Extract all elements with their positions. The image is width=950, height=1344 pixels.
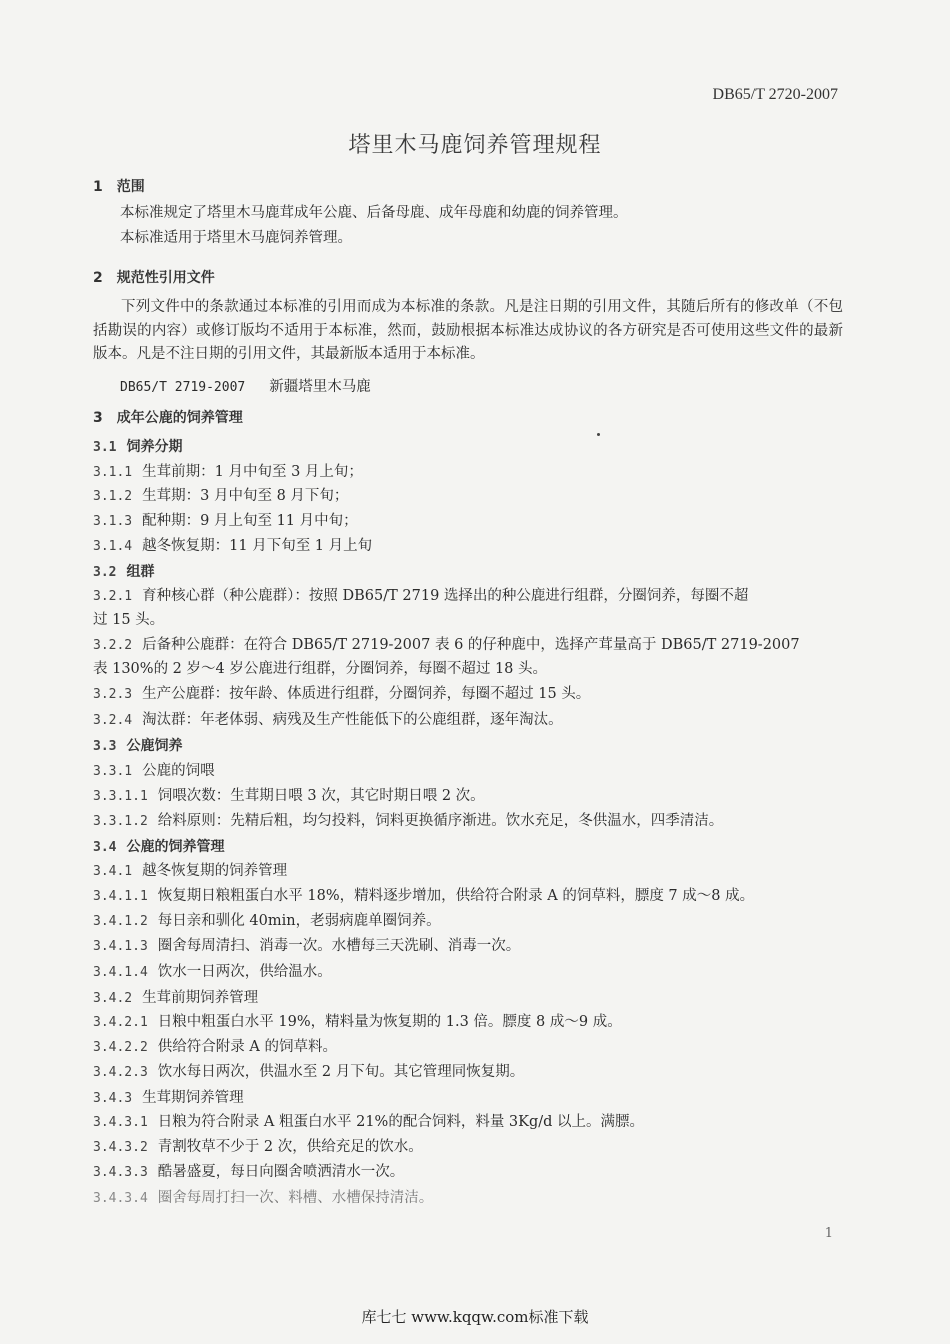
clause-3-2-3 <box>93 683 590 706</box>
clause-number: 3.1.1 <box>93 465 133 480</box>
clause-text: 圈舍每周清扫、消毒一次。水槽每三天洗刷、消毒一次。 <box>157 938 521 954</box>
clause-3-3-1-1 <box>93 785 485 808</box>
clause-number: 3.2.3 <box>93 687 133 702</box>
clause-number: 3.4.3.1 <box>93 1115 148 1130</box>
clause-3-4-1 <box>93 860 287 883</box>
section-number: 3.4 <box>93 840 117 855</box>
section-number: 3 <box>93 410 103 426</box>
clause-3-4-3-3 <box>93 1161 404 1184</box>
page-number: 1 <box>824 1226 833 1241</box>
section-title: 成年公鹿的饲养管理 <box>116 410 243 426</box>
clause-number: 3.4.3.3 <box>93 1165 148 1180</box>
clause-3-4-2-3 <box>93 1061 524 1084</box>
clause-text: 生茸期饲养管理 <box>142 1090 244 1106</box>
clause-text: 淘汰群：年老体弱、病残及生产性能低下的公鹿组群，逐年淘汰。 <box>142 712 563 728</box>
clause-3-4-3-2 <box>93 1136 423 1159</box>
section-3-1-heading <box>93 436 182 459</box>
section-number: 3.1 <box>93 440 117 455</box>
section-1-heading <box>93 176 145 198</box>
clause-text: 青割牧草不少于 2 次，供给充足的饮水。 <box>157 1139 423 1155</box>
clause-3-4-1-4 <box>93 961 332 984</box>
section-number: 2 <box>93 270 103 286</box>
clause-3-4-2-2 <box>93 1036 337 1059</box>
clause-number: 3.2.1 <box>93 589 133 604</box>
clause-3-4-1-2 <box>93 910 441 933</box>
clause-number: 3.4.3 <box>93 1091 133 1106</box>
clause-text: 每日亲和驯化 40min，老弱病鹿单圈饲养。 <box>157 913 441 929</box>
section-number: 1 <box>93 179 103 195</box>
clause-text: 供给符合附录 A 的饲草料。 <box>157 1039 337 1055</box>
clause-number: 3.3.1 <box>93 764 133 779</box>
clause-3-1-3 <box>93 510 358 533</box>
clause-3-1-4 <box>93 535 372 558</box>
clause-text: 生茸期：3 月中旬至 8 月下旬； <box>142 488 349 504</box>
clause-text: 恢复期日粮粗蛋白水平 18%，精料逐步增加，供给符合附录 A 的饲草料，膘度 7 成～8 成。 <box>157 888 755 904</box>
clause-number: 3.4.1.4 <box>93 965 148 980</box>
clause-number: 3.4.3.2 <box>93 1140 148 1155</box>
clause-3-3-1-2 <box>93 810 723 833</box>
clause-text: 生产公鹿群：按年龄、体质进行组群，分圈饲养，每圈不超过 15 头。 <box>142 686 591 702</box>
clause-number: 3.4.2.2 <box>93 1040 148 1055</box>
clause-text: 育种核心群（种公鹿群）：按照 DB65/T 2719 选择出的种公鹿进行组群，分圈饲养，每圈不超 <box>142 588 749 604</box>
section-3-4-heading <box>93 836 224 859</box>
reference-code: DB65/T 2719-2007 <box>120 380 246 395</box>
references-paragraph: 下列文件中的条款通过本标准的引用而成为本标准的条款。凡是注日期的引用文件，其随后所有的修改单（不包括勘误的内容）或修订版均不适用于本标准，然而，鼓励根据本标准达成协议的各方研究是否可使用这些文件的最新版本。凡是不注日期的引用文件，其最新版本适用于本标准。 <box>93 299 843 362</box>
scope-paragraph-1: 本标准规定了塔里木马鹿茸成年公鹿、后备母鹿、成年母鹿和幼鹿的饲养管理。 <box>120 205 628 221</box>
clause-text: 配种期：9 月上旬至 11 月中旬； <box>142 513 358 529</box>
clause-3-4-1-1 <box>93 885 754 908</box>
clause-number: 3.4.3.4 <box>93 1191 148 1206</box>
clause-3-1-2 <box>93 485 348 508</box>
section-2-heading <box>93 267 215 289</box>
clause-text: 公鹿的饲喂 <box>142 763 215 779</box>
section-title: 组群 <box>126 564 155 580</box>
clause-number: 3.4.1 <box>93 864 133 879</box>
clause-3-2-1-continued: 过 15 头。 <box>93 612 165 628</box>
clause-text: 饮水每日两次，供温水至 2 月下旬。其它管理同恢复期。 <box>157 1064 525 1080</box>
section-title: 范围 <box>116 179 145 195</box>
clause-3-2-1 <box>93 585 748 608</box>
clause-text: 给料原则：先精后粗，均匀投料，饲料更换循序渐进。饮水充足，冬供温水，四季清洁。 <box>157 813 724 829</box>
clause-number: 3.2.4 <box>93 713 133 728</box>
clause-3-4-3-4 <box>93 1187 433 1210</box>
clause-3-1-1 <box>93 461 363 484</box>
document-id: DB65/T 2720-2007 <box>712 86 838 103</box>
clause-text: 日粮为符合附录 A 粗蛋白水平 21%的配合饲料，料量 3Kg/d 以上。满膘。 <box>157 1114 645 1130</box>
section-title: 公鹿的饲养管理 <box>126 839 225 855</box>
clause-number: 3.4.2.1 <box>93 1015 148 1030</box>
clause-number: 3.3.1.1 <box>93 789 148 804</box>
clause-3-2-4 <box>93 709 563 732</box>
clause-number: 3.3.1.2 <box>93 814 148 829</box>
clause-3-3-1 <box>93 760 215 783</box>
reference-item <box>120 376 371 399</box>
clause-number: 3.4.1.3 <box>93 939 148 954</box>
clause-number: 3.1.3 <box>93 514 133 529</box>
clause-3-2-2 <box>93 634 800 657</box>
clause-3-2-2-continued: 表 130%的 2 岁～4 岁公鹿进行组群，分圈饲养，每圈不超过 18 头。 <box>93 661 548 677</box>
clause-3-4-1-3 <box>93 935 520 958</box>
footer-watermark: 库七七 www.kqqw.com标准下载 <box>361 1308 589 1326</box>
section-number: 3.2 <box>93 565 117 580</box>
clause-text: 越冬恢复期：11 月下旬至 1 月上旬 <box>142 538 373 554</box>
section-3-2-heading <box>93 561 154 584</box>
clause-text: 生茸前期饲养管理 <box>142 990 259 1006</box>
clause-text: 后备种公鹿群：在符合 DB65/T 2719-2007 表 6 的仔种鹿中，选择产茸量高于 DB65/T 2719-2007 <box>142 637 800 653</box>
clause-text: 饲喂次数：生茸期日喂 3 次，其它时期日喂 2 次。 <box>157 788 485 804</box>
section-title: 公鹿饲养 <box>126 738 183 754</box>
clause-number: 3.4.1.2 <box>93 914 148 929</box>
clause-number: 3.4.2.3 <box>93 1065 148 1080</box>
clause-text: 饮水一日两次，供给温水。 <box>157 964 332 980</box>
clause-3-4-3-1 <box>93 1111 644 1134</box>
clause-text: 圈舍每周打扫一次、料槽、水槽保持清洁。 <box>157 1190 434 1206</box>
clause-text: 日粮中粗蛋白水平 19%，精料量为恢复期的 1.3 倍。膘度 8 成～9 成。 <box>157 1014 622 1030</box>
reference-title: 新疆塔里木马鹿 <box>269 379 371 395</box>
section-title: 饲养分期 <box>126 439 183 455</box>
clause-number: 3.1.4 <box>93 539 133 554</box>
scope-paragraph-2: 本标准适用于塔里木马鹿饲养管理。 <box>120 230 352 246</box>
clause-number: 3.2.2 <box>93 638 133 653</box>
clause-3-4-3 <box>93 1087 244 1110</box>
clause-text: 生茸前期：1 月中旬至 3 月上旬； <box>142 464 363 480</box>
clause-text: 越冬恢复期的饲养管理 <box>142 863 288 879</box>
section-3-3-heading <box>93 735 182 758</box>
clause-3-4-2 <box>93 987 258 1010</box>
clause-text: 酷暑盛夏，每日向圈舍喷洒清水一次。 <box>157 1164 405 1180</box>
clause-number: 3.1.2 <box>93 489 133 504</box>
section-title: 规范性引用文件 <box>116 270 215 286</box>
scan-speck <box>597 433 600 436</box>
page-title: 塔里木马鹿饲养管理规程 <box>348 133 602 158</box>
section-3-heading <box>93 407 243 429</box>
clause-3-4-2-1 <box>93 1011 622 1034</box>
section-number: 3.3 <box>93 739 117 754</box>
clause-number: 3.4.2 <box>93 991 133 1006</box>
clause-number: 3.4.1.1 <box>93 889 148 904</box>
